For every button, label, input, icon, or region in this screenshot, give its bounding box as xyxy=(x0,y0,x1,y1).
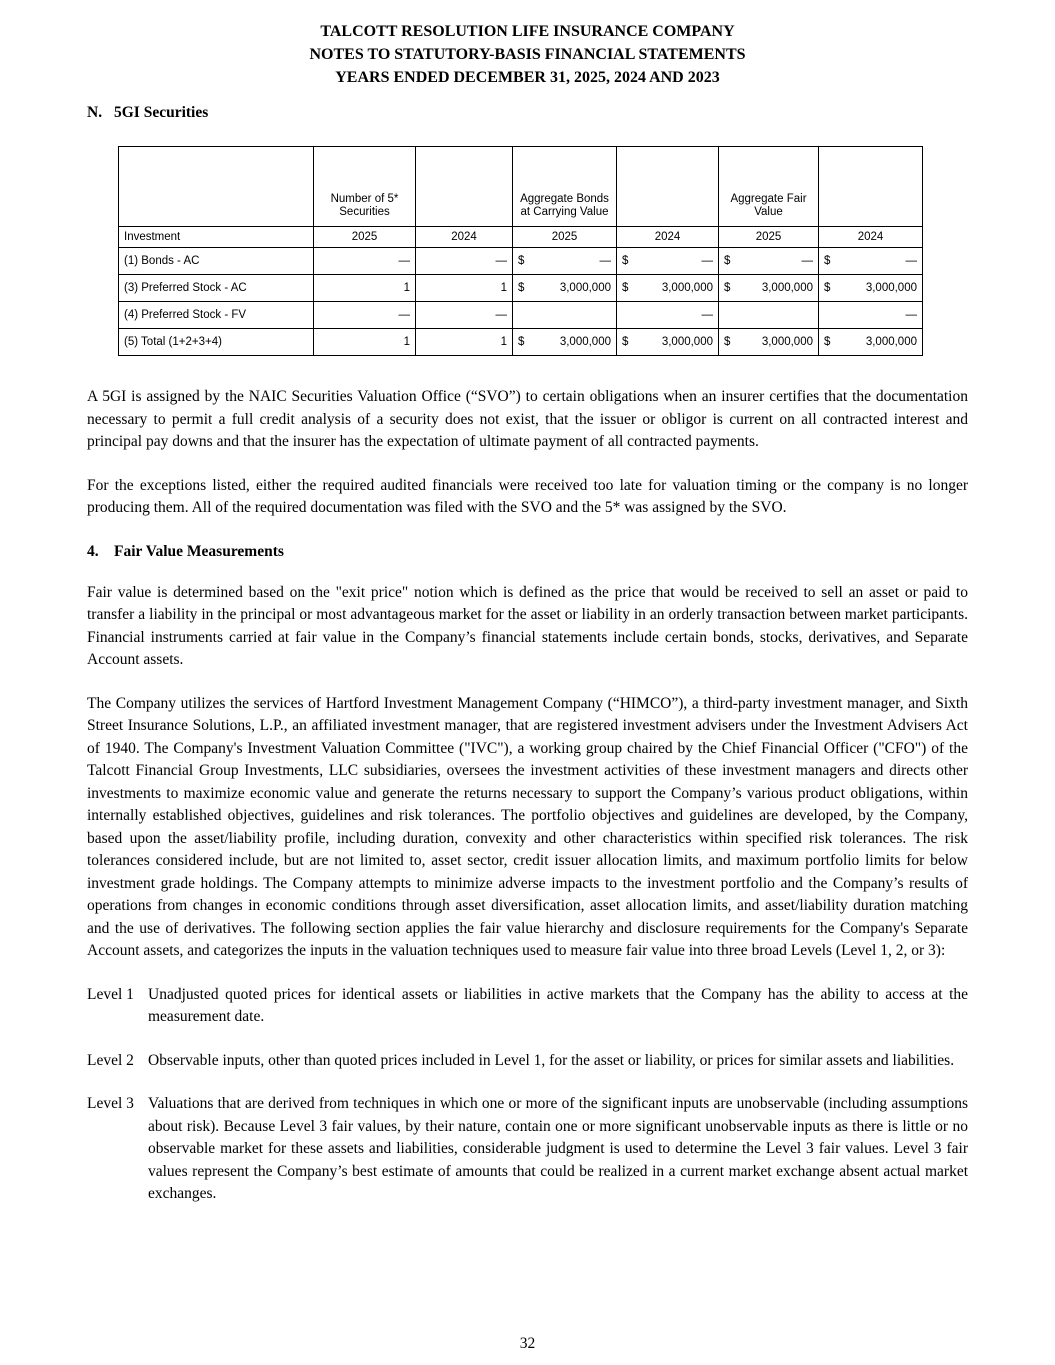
section-n-number: N. xyxy=(87,104,103,121)
table-row xyxy=(119,248,923,275)
cell-value: 1 xyxy=(500,282,507,294)
cell-value: — xyxy=(398,255,410,267)
value-cell xyxy=(314,248,416,275)
value-cell xyxy=(819,329,923,356)
level-2-text: Observable inputs, other than quoted prices included in Level 1, for the asset or liability, or prices for similar assets and liabilities. xyxy=(148,1051,955,1069)
group-header-aggregate-bonds: Aggregate Bonds at Carrying Value xyxy=(513,147,617,227)
page-number: 32 xyxy=(519,1335,536,1352)
period-line: YEARS ENDED DECEMBER 31, 2025, 2024 AND 2023 xyxy=(335,69,720,86)
year-header: 2025 xyxy=(719,227,819,248)
value-cell xyxy=(819,302,923,329)
cell-value: 1 xyxy=(500,336,507,348)
value-cell xyxy=(617,248,719,275)
fair-value-paragraph-1: Fair value is determined based on the "exit price" notion which is defined as the price that would be received to sell an asset or paid to transfer a liability in the principal or most advantageous market for the asset or liability in an orderly transaction between market participants. Financial instruments carried at fair value in the Company’s financial statements include certain bonds, stocks, derivatives, and Separate Account assets. xyxy=(87,583,968,668)
value-cell xyxy=(416,248,513,275)
section-n-title: 5GI Securities xyxy=(114,104,209,121)
cell-value: 3,000,000 xyxy=(761,282,813,294)
cell-value: 3,000,000 xyxy=(865,282,917,294)
value-cell xyxy=(513,329,617,356)
currency-symbol: $ xyxy=(724,255,731,267)
currency-symbol: $ xyxy=(724,336,731,348)
level-1-label: Level 1 xyxy=(87,985,134,1003)
currency-symbol: $ xyxy=(518,282,525,294)
table-group-header-row xyxy=(119,147,923,227)
cell-value: 3,000,000 xyxy=(559,282,611,294)
cell-value: — xyxy=(599,255,611,267)
value-cell xyxy=(513,275,617,302)
currency-symbol: $ xyxy=(622,336,629,348)
value-cell xyxy=(819,275,923,302)
value-cell xyxy=(314,329,416,356)
cell-value: 3,000,000 xyxy=(661,282,713,294)
cell-value: 1 xyxy=(403,282,410,294)
cell-value: — xyxy=(495,309,507,321)
table-year-header-row xyxy=(119,227,923,248)
currency-symbol: $ xyxy=(824,282,831,294)
currency-symbol: $ xyxy=(622,255,629,267)
blank-header-cell xyxy=(416,147,513,227)
row-label: (3) Preferred Stock - AC xyxy=(119,275,314,302)
level-3-item xyxy=(87,1093,968,1206)
blank-header-cell xyxy=(119,147,314,227)
fair-value-paragraph-2: The Company utilizes the services of Hartford Investment Management Company (“HIMCO”), a third-party investment manager, and Sixth Street Insurance Solutions, L.P., an affiliated investment manager, that are registered investment advisers under the Investment Advisers Act of 1940. The Company's Investment Valuation Committee ("IVC"), a working group chaired by the Chief Financial Officer ("CFO") of the Talcott Financial Group Investments, LLC subsidiaries, oversees the investment activities of these investment managers and directs other investments to maximize economic value and generate the returns necessary to support the Company’s various product obligations, within internally established objectives, guidelines and risk tolerances. The portfolio objectives and guidelines are developed, by the Company, based upon the asset/liability profile, including duration, convexity and other characteristics within specified risk tolerances. The risk tolerances considered include, but are not limited to, asset sector, credit issuer allocation limits, and maximum portfolio limits for below investment grade holdings. The Company attempts to minimize adverse impacts to the investment portfolio and the Company’s results of operations from changes in economic conditions through asset diversification, asset allocation limits, and asset/liability duration matching and the use of derivatives. The following section applies the fair value hierarchy and disclosure requirements for the Company's Separate Account assets, and categorizes the inputs in the valuation techniques used to measure fair value into three broad Levels (Level 1, 2, or 3): xyxy=(87,694,968,959)
value-cell xyxy=(314,275,416,302)
row-label: (1) Bonds - AC xyxy=(119,248,314,275)
row-label: (4) Preferred Stock - FV xyxy=(119,302,314,329)
value-cell xyxy=(719,329,819,356)
cell-value: 3,000,000 xyxy=(559,336,611,348)
level-3-text: Valuations that are derived from techniques in which one or more of the significant inputs are unobservable (including assumptions about risk). Because Level 3 fair values, by their nature, contain one or more significant unobservable inputs as there is little or no observable market for these assets and liabilities, considerable judgment is used to determine the Level 3 fair values. Level 3 fair values represent the Company’s best estimate of amounts that could be realized in a current market exchange absent actual market exchanges. xyxy=(148,1095,968,1202)
table-row xyxy=(119,302,923,329)
5gi-paragraph-2: For the exceptions listed, either the required audited financials were received too late for valuation timing or the company is no longer producing them. All of the required documentation was filed with the SVO and the 5* was assigned by the SVO. xyxy=(87,476,968,516)
value-cell xyxy=(719,275,819,302)
level-1-item xyxy=(87,984,968,1029)
cell-value: — xyxy=(905,255,917,267)
table-row xyxy=(119,275,923,302)
level-2-label: Level 2 xyxy=(87,1051,134,1069)
section-4-title: Fair Value Measurements xyxy=(114,542,284,560)
value-cell xyxy=(617,329,719,356)
value-cell xyxy=(719,302,819,329)
cell-value: 3,000,000 xyxy=(661,336,713,348)
cell-value: 1 xyxy=(403,336,410,348)
currency-symbol: $ xyxy=(518,255,525,267)
cell-value: — xyxy=(495,255,507,267)
document-title: NOTES TO STATUTORY-BASIS FINANCIAL STATEMENTS xyxy=(309,46,746,63)
group-header-number-of-5star: Number of 5* Securities xyxy=(314,147,416,227)
cell-value: 3,000,000 xyxy=(865,336,917,348)
cell-value: — xyxy=(701,309,713,321)
investment-column-header: Investment xyxy=(119,227,314,248)
section-n-heading xyxy=(87,104,968,122)
year-header: 2024 xyxy=(819,227,923,248)
level-3-label: Level 3 xyxy=(87,1095,134,1112)
value-cell xyxy=(819,248,923,275)
blank-header-cell xyxy=(617,147,719,227)
currency-symbol: $ xyxy=(724,282,731,294)
value-cell xyxy=(513,248,617,275)
value-cell xyxy=(416,275,513,302)
value-cell xyxy=(719,248,819,275)
value-cell xyxy=(617,302,719,329)
year-header: 2024 xyxy=(416,227,513,248)
company-name: TALCOTT RESOLUTION LIFE INSURANCE COMPANY xyxy=(320,23,735,40)
value-cell xyxy=(617,275,719,302)
year-header: 2024 xyxy=(617,227,719,248)
row-label: (5) Total (1+2+3+4) xyxy=(119,329,314,356)
value-cell xyxy=(416,329,513,356)
currency-symbol: $ xyxy=(518,336,525,348)
year-header: 2025 xyxy=(314,227,416,248)
document-header xyxy=(87,20,968,89)
5gi-paragraph-1: A 5GI is assigned by the NAIC Securities Valuation Office (“SVO”) to certain obligations when an insurer certifies that the documentation necessary to permit a full credit analysis of a security does not exist, that the issuer or obligor is current on all contracted interest and principal pay downs and that the insurer has the expectation of ultimate payment of all contracted payments. xyxy=(87,388,968,450)
year-header: 2025 xyxy=(513,227,617,248)
level-2-item xyxy=(87,1050,968,1073)
currency-symbol: $ xyxy=(824,255,831,267)
table-body xyxy=(119,248,923,356)
currency-symbol: $ xyxy=(824,336,831,348)
section-4-number: 4. xyxy=(87,542,99,560)
table-row xyxy=(119,329,923,356)
5gi-securities-table xyxy=(118,146,923,356)
cell-value: — xyxy=(905,309,917,321)
level-1-text: Unadjusted quoted prices for identical assets or liabilities in active markets that the Company has the ability to access at the measurement date. xyxy=(148,985,968,1025)
section-4-heading xyxy=(87,543,968,561)
value-cell xyxy=(314,302,416,329)
blank-header-cell xyxy=(819,147,923,227)
value-cell xyxy=(416,302,513,329)
cell-value: — xyxy=(701,255,713,267)
value-cell xyxy=(513,302,617,329)
cell-value: — xyxy=(398,309,410,321)
cell-value: 3,000,000 xyxy=(761,336,813,348)
cell-value: — xyxy=(801,255,813,267)
group-header-aggregate-fair-value: Aggregate Fair Value xyxy=(719,147,819,227)
currency-symbol: $ xyxy=(622,282,629,294)
